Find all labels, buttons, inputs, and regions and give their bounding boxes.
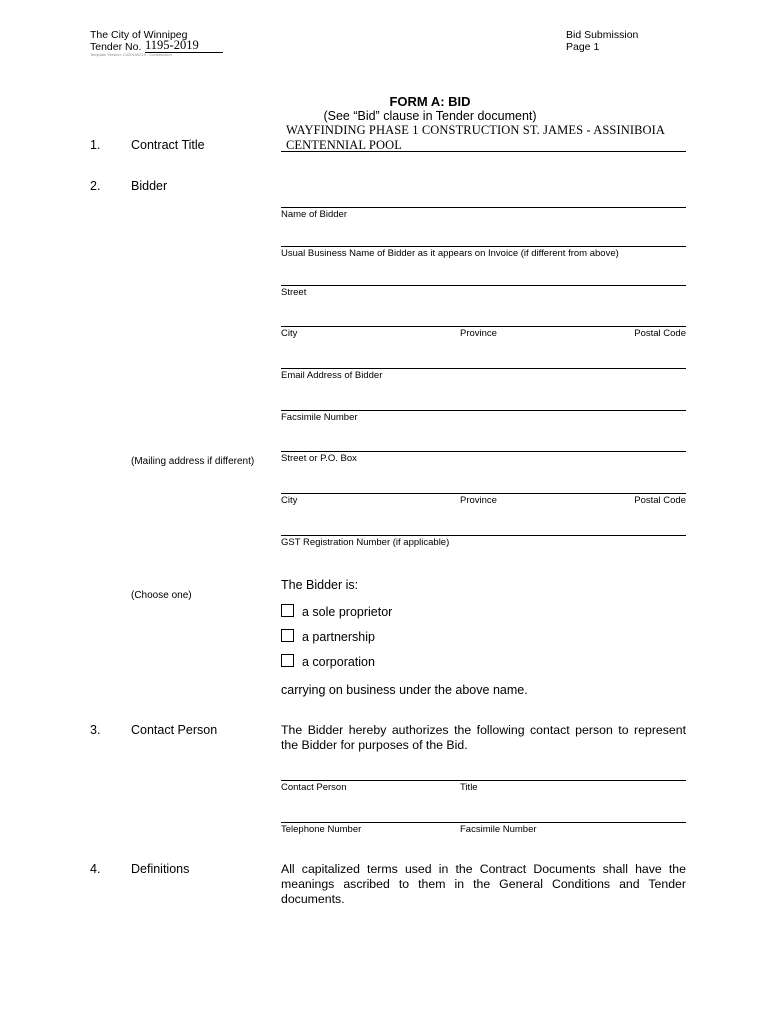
street-caption: Street <box>281 287 307 298</box>
section-2-label: Bidder <box>131 179 168 193</box>
contract-title-line2: CENTENNIAL POOL <box>286 138 402 152</box>
header-template-note: Template Version: C420190219 - Construction <box>90 52 172 57</box>
header-page: Page 1 <box>566 41 600 53</box>
corporation-label: a corporation <box>302 655 375 669</box>
province-caption: Province <box>460 328 497 339</box>
definitions-line2: meanings ascribed to them in the General Conditions and Tender <box>281 877 686 891</box>
name-of-bidder-field[interactable] <box>281 207 686 208</box>
sole-proprietor-checkbox[interactable] <box>281 604 294 617</box>
street-field[interactable] <box>281 285 686 286</box>
partnership-label: a partnership <box>302 630 375 644</box>
contact-title-caption: Title <box>460 782 478 793</box>
header-tender-number: 1195-2019 <box>145 38 223 53</box>
contract-title-underline <box>281 151 686 152</box>
name-of-bidder-caption: Name of Bidder <box>281 209 348 220</box>
form-title: FORM A: BID <box>389 94 471 109</box>
definitions-line3: documents. <box>281 892 345 906</box>
section-2-number: 2. <box>90 179 101 193</box>
section-3-label: Contact Person <box>131 723 218 737</box>
header-org: The City of Winnipeg <box>90 29 188 41</box>
fax-caption: Facsimile Number <box>281 412 358 423</box>
mailing-city-province-postal-field[interactable] <box>281 493 686 494</box>
contact-authorization-line1: The Bidder hereby authorizes the following contact person to represent <box>281 723 686 737</box>
contact-person-caption: Contact Person <box>281 782 347 793</box>
partnership-checkbox[interactable] <box>281 629 294 642</box>
street-po-field[interactable] <box>281 451 686 452</box>
mailing-address-note: (Mailing address if different) <box>131 456 255 467</box>
telephone-caption: Telephone Number <box>281 824 362 835</box>
fax-field[interactable] <box>281 410 686 411</box>
section-4-number: 4. <box>90 862 101 876</box>
choose-one-note: (Choose one) <box>131 590 192 601</box>
usual-business-name-caption: Usual Business Name of Bidder as it appears on Invoice (if different from above) <box>281 248 619 259</box>
contact-person-field[interactable] <box>281 780 686 781</box>
section-1-label: Contract Title <box>131 138 205 152</box>
usual-business-name-field[interactable] <box>281 246 686 247</box>
contact-phone-fax-field[interactable] <box>281 822 686 823</box>
corporation-checkbox[interactable] <box>281 654 294 667</box>
mailing-postal-code-caption: Postal Code <box>634 495 686 506</box>
section-3-number: 3. <box>90 723 101 737</box>
form-subtitle: (See “Bid” clause in Tender document) <box>323 109 537 123</box>
sole-proprietor-label: a sole proprietor <box>302 605 393 619</box>
bidder-is-label: The Bidder is: <box>281 578 359 592</box>
email-caption: Email Address of Bidder <box>281 370 383 381</box>
gst-caption: GST Registration Number (if applicable) <box>281 537 450 548</box>
mailing-province-caption: Province <box>460 495 497 506</box>
section-4-label: Definitions <box>131 862 190 876</box>
contract-title-line1: WAYFINDING PHASE 1 CONSTRUCTION ST. JAMES - ASSINIBOIA <box>286 123 666 137</box>
header-doc-type: Bid Submission <box>566 29 639 41</box>
definitions-line1: All capitalized terms used in the Contract Documents shall have the <box>281 862 686 876</box>
header-tender-label: Tender No. <box>90 41 142 53</box>
email-field[interactable] <box>281 368 686 369</box>
street-po-caption: Street or P.O. Box <box>281 453 357 464</box>
mailing-city-caption: City <box>281 495 298 506</box>
contact-authorization-line2: the Bidder for purposes of the Bid. <box>281 738 468 752</box>
city-caption: City <box>281 328 298 339</box>
postal-code-caption: Postal Code <box>634 328 686 339</box>
city-province-postal-field[interactable] <box>281 326 686 327</box>
contact-fax-caption: Facsimile Number <box>460 824 537 835</box>
gst-field[interactable] <box>281 535 686 536</box>
section-1-number: 1. <box>90 138 101 152</box>
carrying-on-text: carrying on business under the above name. <box>281 683 528 697</box>
